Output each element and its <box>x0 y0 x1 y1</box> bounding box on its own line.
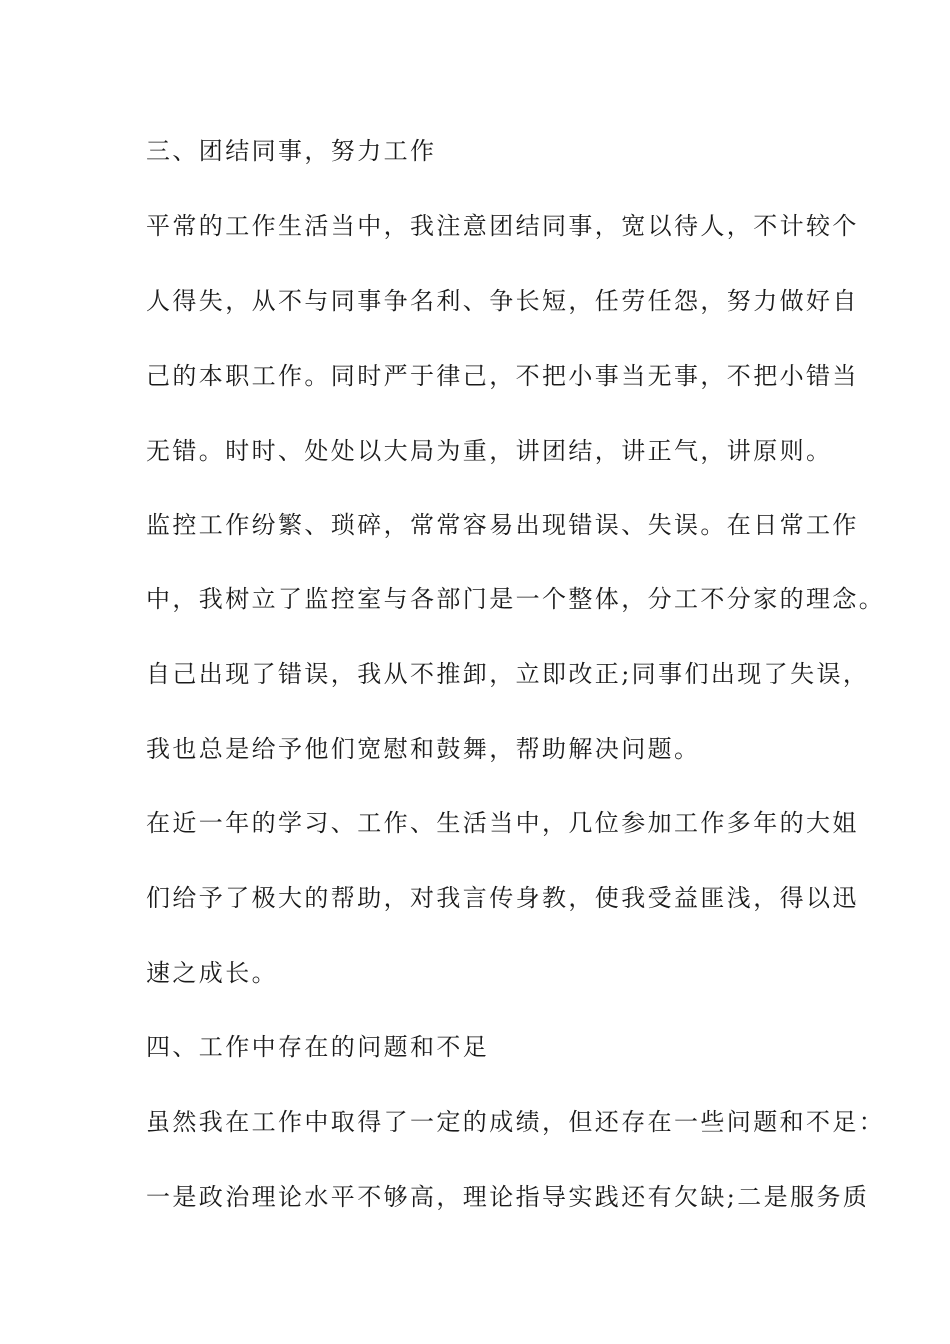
paragraph-line: 在近一年的学习、工作、生活当中，几位参加工作多年的大姐 <box>146 809 859 837</box>
section-heading-4: 四、工作中存在的问题和不足 <box>146 1033 490 1061</box>
paragraph-line: 平常的工作生活当中，我注意团结同事，宽以待人，不计较个 <box>146 212 859 240</box>
paragraph-line: 们给予了极大的帮助，对我言传身教，使我受益匪浅，得以迅 <box>146 884 859 912</box>
paragraph-line: 虽然我在工作中取得了一定的成绩，但还存在一些问题和不足： <box>146 1108 886 1136</box>
paragraph-line: 自己出现了错误，我从不推卸，立即改正;同事们出现了失误， <box>146 660 870 688</box>
paragraph-line: 我也总是给予他们宽慰和鼓舞，帮助解决问题。 <box>146 735 701 763</box>
paragraph-line: 中，我树立了监控室与各部门是一个整体，分工不分家的理念。 <box>146 585 886 613</box>
paragraph-line: 人得失，从不与同事争名利、争长短，任劳任怨，努力做好自 <box>146 287 859 315</box>
paragraph-line: 己的本职工作。同时严于律己，不把小事当无事，不把小错当 <box>146 362 859 390</box>
paragraph-line: 一是政治理论水平不够高，理论指导实践还有欠缺;二是服务质 <box>146 1183 870 1211</box>
section-heading-3: 三、团结同事，努力工作 <box>146 137 437 165</box>
paragraph-line: 速之成长。 <box>146 959 278 987</box>
paragraph-line: 监控工作纷繁、琐碎，常常容易出现错误、失误。在日常工作 <box>146 511 859 539</box>
paragraph-line: 无错。时时、处处以大局为重，讲团结，讲正气，讲原则。 <box>146 437 833 465</box>
